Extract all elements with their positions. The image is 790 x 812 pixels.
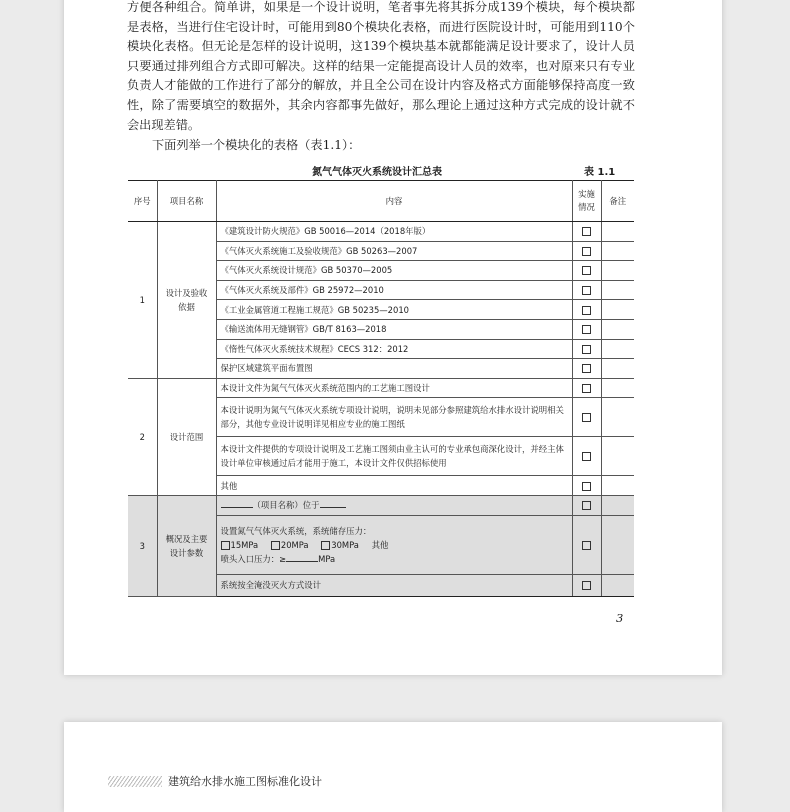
- next-document-page: [64, 722, 722, 812]
- checkbox[interactable]: [582, 306, 591, 315]
- scope-row-2: 本设计说明为氮气气体灭火系统专项设计说明，说明未见部分参照建筑给水排水设计说明相关部分，其他专业设计说明详见相应专业的施工图纸: [216, 398, 572, 437]
- running-header: [108, 773, 322, 789]
- standard-row-7: 《惰性气体灭火系统技术规程》CECS 312：2012: [216, 339, 572, 359]
- header-status: 实施情况: [572, 181, 601, 222]
- checkbox[interactable]: [271, 541, 280, 550]
- standard-row-6: 《输送流体用无缝钢管》GB/T 8163—2018: [216, 319, 572, 339]
- checkbox[interactable]: [582, 482, 591, 491]
- checkbox[interactable]: [582, 227, 591, 236]
- remark-cell: [601, 222, 634, 242]
- pressure-unit: MPa: [318, 553, 336, 564]
- section-1-number: 1: [128, 222, 157, 379]
- remark-cell: [601, 574, 634, 596]
- checkbox[interactable]: [582, 247, 591, 256]
- fill-blank[interactable]: [221, 500, 253, 508]
- pressure-options: [221, 538, 568, 552]
- standard-row-2: 《气体灭火系统施工及验收规范》GB 50263—2007: [216, 241, 572, 261]
- checkbox[interactable]: [582, 413, 591, 422]
- standard-row-4: 《气体灭火系统及部件》GB 25972—2010: [216, 280, 572, 300]
- header-name: 项目名称: [157, 181, 216, 222]
- table-header-row: [128, 181, 634, 222]
- header-seq: 序号: [128, 181, 157, 222]
- checkbox[interactable]: [582, 345, 591, 354]
- standard-row-1: 《建筑设计防火规范》GB 50016—2014（2018年版）: [216, 222, 572, 242]
- remark-cell: [601, 280, 634, 300]
- fill-blank[interactable]: [320, 500, 346, 508]
- remark-cell: [601, 515, 634, 574]
- scope-row-1: 本设计文件为氮气气体灭火系统范围内的工艺施工图设计: [216, 378, 572, 398]
- pressure-option: 20MPa: [280, 539, 309, 550]
- pressure-parameters-row: [216, 515, 572, 574]
- body-paragraph: 方便各种组合。简单讲，如果是一个设计说明，笔者事先将其拆分成139个模块，每个模块都是表格，当进行住宅设计时，可能用到80个模块化表格，而进行医院设计时，可能用到110个模块化表格。但无论是怎样的设计说明，这139个模块基本就都能满足设计要求了，设计人员只要通过排列组合方式即可解决。这样的结果一定能提高设计人员的效率，也对原来只有专业负责人才能做的工作进行了部分的解放，并且全公司在设计内容及格式方面能够保持高度一致性，除了需要填空的数据外，其余内容都事先做好，那么理论上通过这种方式完成的设计就不会出现差错。: [127, 0, 635, 132]
- remark-cell: [601, 437, 634, 476]
- running-header-title: 建筑给水排水施工图标准化设计: [168, 775, 322, 788]
- remark-cell: [601, 476, 634, 496]
- standard-row-3: 《气体灭火系统设计规范》GB 50370—2005: [216, 261, 572, 281]
- remark-cell: [601, 261, 634, 281]
- table-row: [128, 222, 634, 242]
- overview-location-row: [216, 495, 572, 515]
- nozzle-pressure-line: [221, 552, 568, 566]
- checkbox[interactable]: [221, 541, 230, 550]
- checkbox[interactable]: [582, 541, 591, 550]
- section-2-name: 设计范围: [157, 378, 216, 495]
- checkbox[interactable]: [582, 325, 591, 334]
- document-page: [64, 0, 722, 675]
- remark-cell: [601, 319, 634, 339]
- remark-cell: [601, 300, 634, 320]
- scope-row-4: 其他: [216, 476, 572, 496]
- section-3-number: 3: [128, 495, 157, 596]
- checkbox[interactable]: [582, 364, 591, 373]
- section-3-name: 概况及主要设计参数: [157, 495, 216, 596]
- section-2-number: 2: [128, 378, 157, 495]
- design-summary-table: [128, 180, 634, 597]
- checkbox[interactable]: [582, 384, 591, 393]
- table-row: [128, 495, 634, 515]
- page-number: 3: [616, 611, 624, 625]
- nozzle-pressure-label: 喷头入口压力：≥: [220, 553, 287, 564]
- checkbox[interactable]: [321, 541, 330, 550]
- total-flooding-row: 系统按全淹没灭火方式设计: [216, 574, 572, 596]
- scope-row-3: 本设计文件提供的专项设计说明及工艺施工图须由业主认可的专业承包商深化设计，并经主体设计单位审核通过后才能用于施工，本设计文件仅供招标使用: [216, 437, 572, 476]
- pressure-option-other: 其他: [371, 539, 389, 550]
- standard-row-8: 保护区域建筑平面布置图: [216, 359, 572, 379]
- standard-row-5: 《工业金属管道工程施工规范》GB 50235—2010: [216, 300, 572, 320]
- remark-cell: [601, 359, 634, 379]
- remark-cell: [601, 398, 634, 437]
- section-1-name: 设计及验收依据: [157, 222, 216, 379]
- table-intro-text: 下面列举一个模块化的表格（表1.1）：: [152, 138, 361, 152]
- header-hatch-decoration: [108, 776, 162, 787]
- header-remark: 备注: [601, 181, 634, 222]
- remark-cell: [601, 241, 634, 261]
- checkbox[interactable]: [582, 286, 591, 295]
- location-label: （项目名称）位于: [252, 500, 320, 511]
- storage-pressure-label: 设置氮气气体灭火系统，系统储存压力：: [220, 525, 372, 536]
- remark-cell: [601, 495, 634, 515]
- remark-cell: [601, 339, 634, 359]
- table-row: [128, 378, 634, 398]
- table-title: 氮气气体灭火系统设计汇总表: [312, 167, 442, 178]
- fill-blank[interactable]: [286, 554, 318, 562]
- remark-cell: [601, 378, 634, 398]
- checkbox[interactable]: [582, 581, 591, 590]
- checkbox[interactable]: [582, 266, 591, 275]
- pressure-option: 30MPa: [331, 539, 359, 550]
- header-content: 内容: [216, 181, 572, 222]
- checkbox[interactable]: [582, 452, 591, 461]
- table-number: 表 1.1: [584, 167, 616, 178]
- pressure-option: 15MPa: [230, 539, 259, 550]
- checkbox[interactable]: [582, 501, 591, 510]
